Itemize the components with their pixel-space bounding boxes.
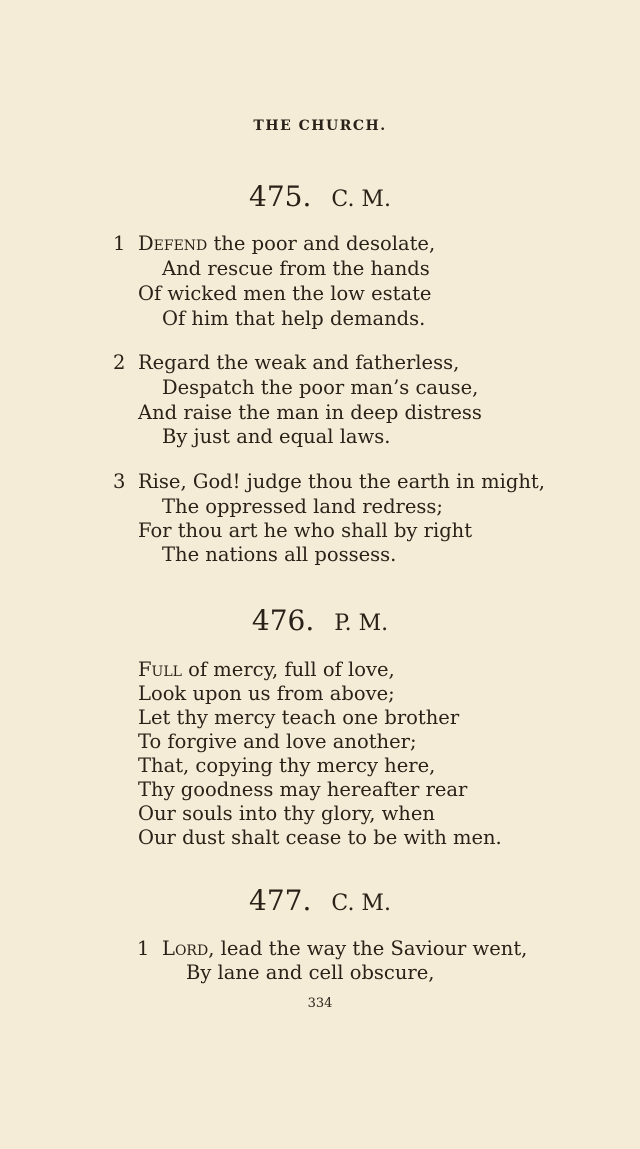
verse-number: 2	[113, 351, 126, 374]
verse-line: The nations all possess.	[162, 543, 397, 566]
hymn-heading-476	[0, 604, 640, 637]
verse-line: Of him that help demands.	[162, 307, 426, 330]
verse-first-word: Defend	[138, 232, 208, 255]
verse-line: Thy goodness may hereafter rear	[138, 778, 468, 801]
hymn-meter: P. M.	[334, 611, 389, 636]
verse-line: And raise the man in deep distress	[138, 401, 482, 424]
page-number: 334	[307, 996, 333, 1011]
hymn-meter: C. M.	[331, 891, 391, 916]
verse-line: By just and equal laws.	[162, 425, 391, 448]
verse-line: Rise, God! judge thou the earth in might,	[138, 470, 545, 493]
verse-line: Full of mercy, full of love,	[138, 658, 395, 681]
hymn-number: 476.	[251, 604, 315, 637]
hymn-number: 475.	[249, 180, 312, 213]
verse-line: Look upon us from above;	[138, 682, 395, 705]
verse-first-word: Full	[138, 658, 182, 681]
verse-line: That, copying thy mercy here,	[138, 754, 436, 777]
verse-first-word: Lord	[162, 937, 209, 960]
verse-line: Regard the weak and fatherless,	[138, 351, 460, 374]
verse-line: To forgive and love another;	[138, 730, 417, 753]
verse-line: And rescue from the hands	[162, 257, 430, 280]
verse-number: 3	[113, 470, 126, 493]
verse-line: By lane and cell obscure,	[186, 961, 435, 984]
verse-line: Despatch the poor man’s cause,	[162, 376, 479, 399]
hymn-heading-475	[0, 180, 640, 213]
verse-line: Defend the poor and desolate,	[138, 232, 436, 255]
hymn-heading-477	[0, 884, 640, 917]
hymn-number: 477.	[249, 884, 312, 917]
running-head: THE CHURCH.	[253, 118, 387, 134]
verse-line: Of wicked men the low estate	[138, 282, 432, 305]
verse-line: Let thy mercy teach one brother	[138, 706, 460, 729]
verse-line: Our dust shalt cease to be with men.	[138, 826, 502, 849]
verse-line: Lord, lead the way the Saviour went,	[162, 937, 528, 960]
hymn-meter: C. M.	[331, 187, 391, 212]
verse-line: The oppressed land redress;	[162, 495, 443, 518]
verse-number: 1	[113, 232, 126, 255]
verse-line: Our souls into thy glory, when	[138, 802, 435, 825]
verse-number: 1	[137, 937, 150, 960]
verse-line: For thou art he who shall by right	[138, 519, 473, 542]
